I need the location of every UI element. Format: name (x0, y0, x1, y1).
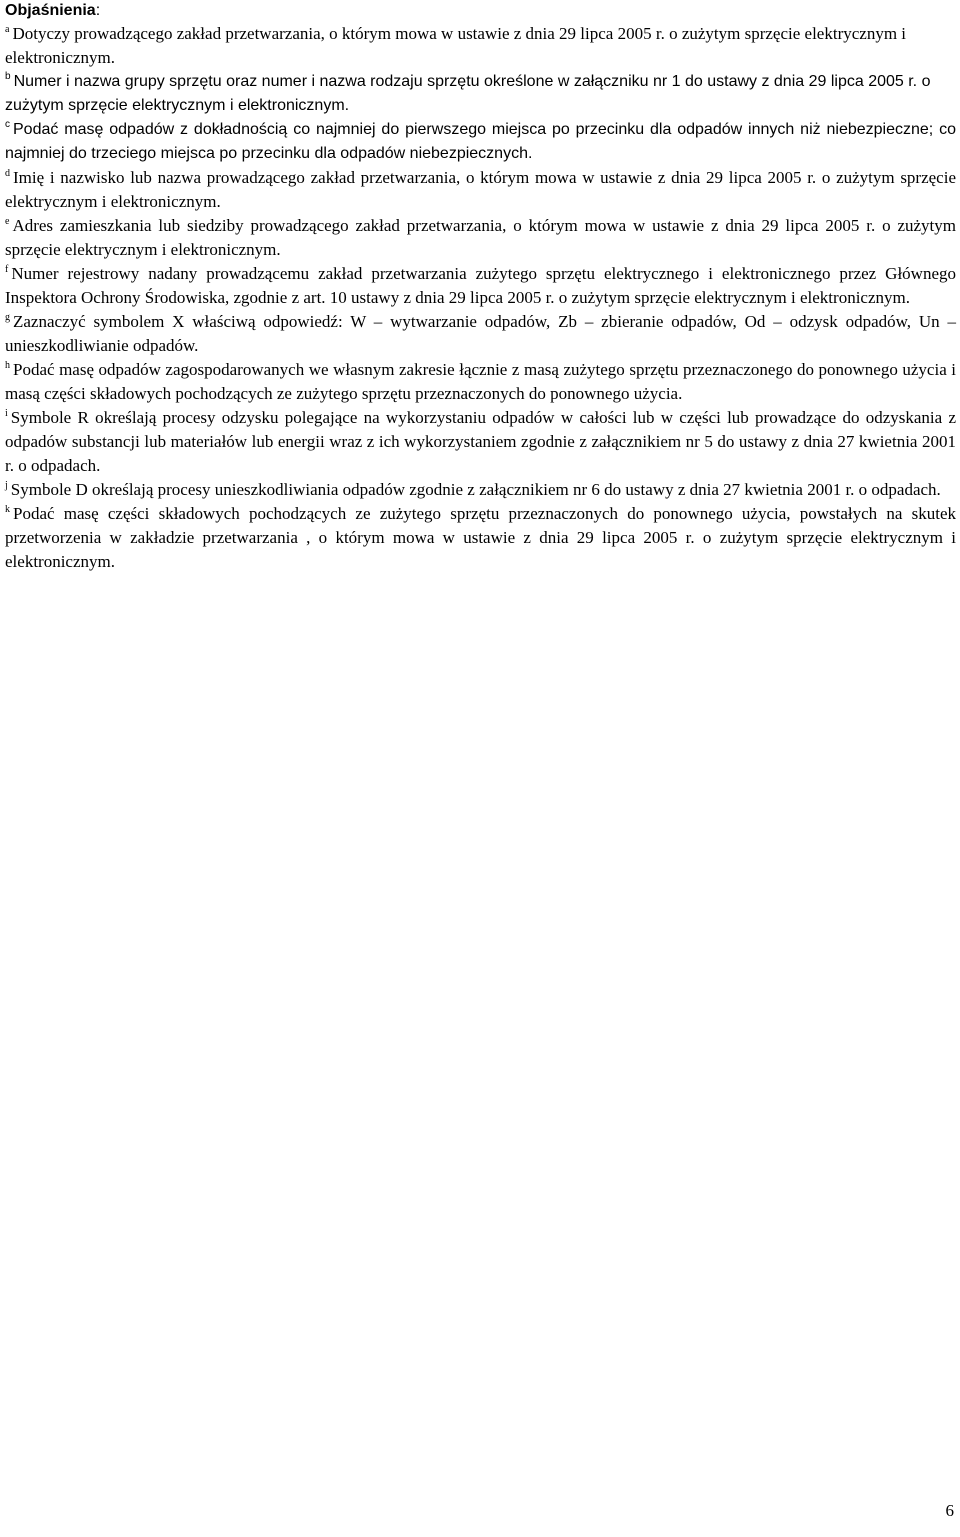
explanations-heading (5, 0, 956, 22)
footnote-marker: b (5, 71, 11, 82)
footnote-text: Dotyczy prowadzącego zakład przetwarzania, o którym mowa w ustawie z dnia 29 lipca 2005 r. o zużytym sprzęcie elektrycznym i elektronicznym. (5, 24, 907, 67)
footnote-text: Numer i nazwa grupy sprzętu oraz numer i nazwa rodzaju sprzętu określone w załączniku nr 1 do ustawy z dnia 29 lipca 2005 r. o zużytym sprzęcie elektrycznym i elektronicznym. (5, 73, 931, 114)
footnote-text: Podać masę odpadów zagospodarowanych we własnym zakresie łącznie z masą zużytego sprzętu przeznaczonego do ponownego użycia i masą części składowych pochodzących ze zużytego sprzętu przeznaczonych do ponownego użycia. (5, 360, 956, 403)
footnote-b (5, 70, 956, 118)
footnote-c (5, 118, 956, 166)
footnote-text: Symbole D określają procesy unieszkodliwiania odpadów zgodnie z załącznikiem nr 6 do ustawy z dnia 27 kwietnia 2001 r. o odpadach. (10, 480, 941, 499)
footnote-marker: h (5, 360, 10, 371)
footnote-marker: c (5, 119, 10, 130)
page-number: 6 (945, 1501, 954, 1520)
footnote-e (5, 214, 956, 262)
heading-label: Objaśnienia (5, 2, 96, 19)
footnote-marker: j (5, 480, 8, 491)
footnote-text: Podać masę części składowych pochodzących ze zużytego sprzętu przeznaczonych do ponownego użycia, powstałych na skutek przetworzenia w zakładzie przetwarzania , o którym mowa w ustawie z dnia 29 lipca 2005 r. o zużytym sprzęcie elektrycznym i elektronicznym. (5, 504, 956, 571)
footnote-g (5, 310, 956, 358)
footnote-marker: f (5, 264, 9, 275)
footnote-text: Imię i nazwisko lub nazwa prowadzącego zakład przetwarzania, o którym mowa w ustawie z dnia 29 lipca 2005 r. o zużytym sprzęcie elektrycznym i elektronicznym. (5, 168, 956, 211)
footnote-f (5, 262, 956, 310)
explanations-section (5, 0, 956, 574)
footnote-j (5, 478, 956, 502)
footnote-h (5, 358, 956, 406)
footnote-d (5, 166, 956, 214)
footnote-a (5, 22, 956, 70)
footnote-i (5, 406, 956, 478)
footnote-marker: e (5, 216, 10, 227)
heading-colon: : (95, 2, 101, 19)
footnote-text: Podać masę odpadów z dokładnością co najmniej do pierwszego miejsca po przecinku dla odpadów innych niż niebezpieczne; co najmniej do trzeciego miejsca po przecinku dla odpadów niebezpiecznych. (5, 121, 956, 162)
footnote-marker: k (5, 504, 10, 515)
footnote-k (5, 502, 956, 574)
footnote-marker: i (5, 408, 8, 419)
footnote-text: Numer rejestrowy nadany prowadzącemu zakład przetwarzania zużytego sprzętu elektrycznego i elektronicznego przez Głównego Inspektora Ochrony Środowiska, zgodnie z art. 10 ustawy z dnia 29 lipca 2005 r. o zużytym sprzęcie elektrycznym i elektronicznym. (5, 264, 956, 307)
footnote-marker: a (5, 24, 10, 35)
footnote-marker: g (5, 312, 10, 323)
footnote-text: Zaznaczyć symbolem X właściwą odpowiedź: W – wytwarzanie odpadów, Zb – zbieranie odpadów, Od – odzysk odpadów, Un – unieszkodliwianie odpadów. (5, 312, 956, 355)
footnote-marker: d (5, 168, 10, 179)
footnote-text: Symbole R określają procesy odzysku polegające na wykorzystaniu odpadów w całości lub w części lub prowadzące do odzyskania z odpadów substancji lub materiałów lub energii wraz z ich wykorzystaniem zgodnie z załącznikiem nr 5 do ustawy z dnia 27 kwietnia 2001 r. o odpadach. (5, 408, 956, 475)
footnote-text: Adres zamieszkania lub siedziby prowadzącego zakład przetwarzania, o którym mowa w ustawie z dnia 29 lipca 2005 r. o zużytym sprzęcie elektrycznym i elektronicznym. (5, 216, 956, 259)
